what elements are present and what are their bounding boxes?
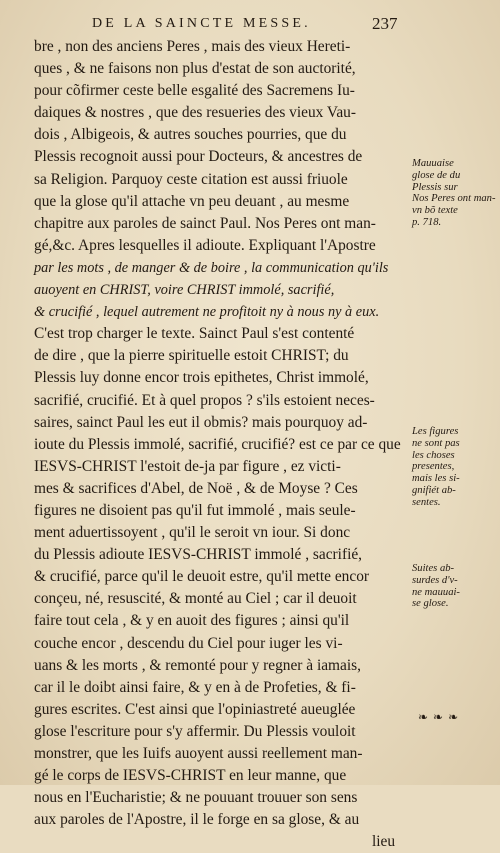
text-line: Plessis recognoit aussi pour Docteurs, & ancestres de	[34, 148, 363, 166]
text-line: gures escrites. C'est ainsi que l'opiniastreté aueuglée	[34, 700, 356, 718]
running-head: DE LA SAINCTE MESSE.	[92, 16, 311, 31]
margin-note-line: gnifiét ab-	[412, 484, 456, 496]
text-line: bre , non des anciens Peres , mais des vieux Hereti-	[34, 38, 351, 55]
margin-note-line: p. 718.	[412, 216, 442, 228]
text-line-italic: & crucifié , lequel autrement ne profitoit ny à nous ny à eux.	[34, 304, 380, 321]
text-line: ques , & ne faisons non plus d'estat de son auctorité,	[34, 60, 356, 78]
margin-note-line: Mauuaise	[412, 158, 454, 169]
text-line: de dire , que la pierre spirituelle estoit CHRIST; du	[34, 347, 349, 365]
text-line: C'est trop charger le texte. Sainct Paul s'est contenté	[34, 325, 355, 343]
text-line: sacrifié, crucifié. Et à quel propos ? s'ils estoient neces-	[34, 391, 375, 409]
text-line: ioute du Plessis immolé, sacrifié, crucifié? est ce par ce que	[34, 435, 401, 453]
text-line: nous en l'Eucharistie; & ne pouuant trouuer son sens	[34, 789, 358, 807]
margin-note-line: Plessis sur	[412, 181, 458, 193]
text-line-italic: auoyent en CHRIST, voire CHRIST immolé, sacrifié,	[34, 282, 335, 299]
text-line: saires, sainct Paul les eut il obmis? mais pourquoy ad-	[34, 413, 368, 431]
text-line: daiques & nostres , que des resueries des vieux Vau-	[34, 104, 356, 122]
text-line: monstrer, que les Iuifs auoyent aussi reellement man-	[34, 745, 363, 762]
text-line: couche encor , descendu du Ciel pour iuger les vi-	[34, 634, 343, 652]
margin-note-line: presentes,	[412, 461, 455, 473]
margin-note	[412, 563, 460, 610]
margin-note-line: les choses	[412, 449, 455, 461]
text-line: du Plessis adioute IESVS-CHRIST immolé , sacrifié,	[34, 546, 363, 564]
text-line: gé le corps de IESVS-CHRIST en leur manne, que	[34, 767, 347, 785]
page-number: 237	[372, 14, 398, 33]
margin-note-line: ne mauuai-	[412, 586, 460, 598]
margin-note-line: mais les si-	[412, 473, 460, 485]
text-line: dois , Albigeois, & autres souches pourries, que du	[34, 126, 347, 144]
text-line: pour cõfirmer ceste belle esgalité des Sacremens Iu-	[34, 82, 355, 100]
text-line: IESVS-CHRIST l'estoit de-ja par figure , ez victi-	[34, 457, 341, 475]
margin-note-line: glose de du	[412, 169, 461, 181]
margin-note-line: sentes.	[412, 496, 441, 508]
text-line: faire tout cela , & y en auoit des figures ; ainsi qu'il	[34, 612, 350, 630]
margin-note-line: Nos Peres ont man-	[412, 193, 496, 205]
margin-note	[412, 426, 460, 509]
text-line: que la glose qu'il attache vn peu deuant , au mesme	[34, 192, 350, 210]
margin-note-line: ne sont pas	[412, 437, 460, 449]
text-line: Plessis luy donne encor trois epithetes, Christ immolé,	[34, 369, 369, 387]
margin-note	[412, 158, 495, 229]
catchword: lieu	[372, 833, 396, 851]
margin-note-line: se glose.	[412, 598, 449, 610]
text-line: mes & sacrifices d'Abel, de Noë , & de Moyse ? Ces	[34, 479, 358, 497]
text-line: conçeu, né, resuscité, & monté au Ciel ; car il deuoit	[34, 590, 357, 608]
margin-note-line: Suites ab-	[412, 563, 455, 574]
text-line: ment aduertissoyent , qu'il le seroit vn iour. Si donc	[34, 524, 351, 542]
margin-note-line: surdes d'v-	[412, 574, 458, 586]
body-text	[34, 36, 414, 853]
text-line: chapitre aux paroles de sainct Paul. Nos Peres ont man-	[34, 214, 376, 232]
text-line: uans & les morts , & remonté pour y regner à iamais,	[34, 656, 361, 674]
fleuron-ornament-icon: ❧ ❧ ❧	[418, 710, 460, 724]
margin-note-line: vn bõ texte	[412, 205, 458, 217]
text-line: car il le doibt ainsi faire, & y en à de Profeties, & fi-	[34, 678, 356, 696]
margin-note-line: Les figures	[412, 426, 459, 437]
text-line: & crucifié, parce qu'il le deuoit estre, qu'il mette encor	[34, 568, 370, 586]
text-line: gé,&c. Apres lesquelles il adioute. Expliquant l'Apostre	[34, 236, 376, 254]
text-line-last	[34, 831, 414, 853]
page-header	[0, 14, 500, 36]
text-line: sa Religion. Parquoy ceste citation est aussi friuole	[34, 170, 348, 188]
text-line: aux paroles de l'Apostre, il le forge en sa glose, & au	[34, 811, 360, 829]
text-line-italic: par les mots , de manger & de boire , la communication qu'ils	[34, 259, 389, 276]
text-line: figures ne disoient pas qu'il fut immolé , mais seule-	[34, 501, 356, 519]
text-line: glose l'escriture pour s'y affermir. Du Plessis vouloit	[34, 722, 356, 740]
